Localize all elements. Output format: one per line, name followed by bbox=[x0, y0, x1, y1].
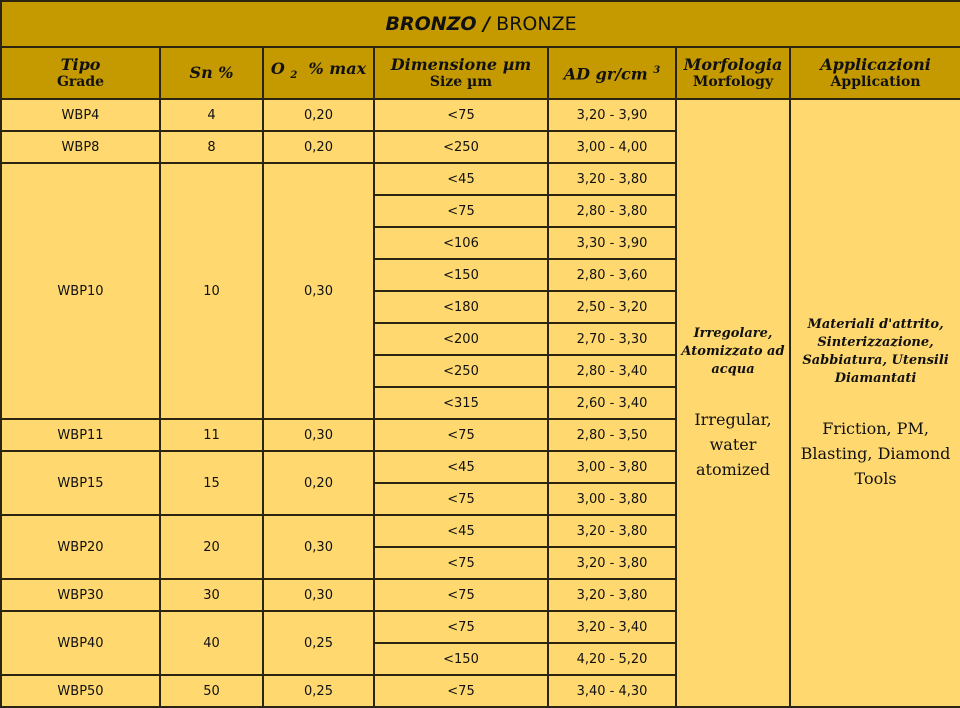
ad-cell: 3,20 - 3,80 bbox=[548, 579, 676, 611]
ad-cell: 2,50 - 3,20 bbox=[548, 291, 676, 323]
ad-cell: 3,20 - 3,80 bbox=[548, 163, 676, 195]
size-cell: <45 bbox=[374, 515, 548, 547]
grade-cell: WBP20 bbox=[1, 515, 160, 579]
size-cell: <315 bbox=[374, 387, 548, 419]
header-morphology-en: Morfology bbox=[692, 73, 774, 90]
header-o2-rest: % max bbox=[308, 59, 367, 79]
sn-cell: 40 bbox=[160, 611, 263, 675]
application-cell bbox=[790, 99, 960, 707]
header-grade-it: Tipo bbox=[60, 54, 101, 74]
ad-cell: 4,20 - 5,20 bbox=[548, 643, 676, 675]
application-it: Materiali d'attrito, Sinterizzazione, Sabbiatura, Utensili Diamantati bbox=[802, 316, 949, 386]
size-cell: <75 bbox=[374, 579, 548, 611]
ad-cell: 3,20 - 3,40 bbox=[548, 611, 676, 643]
morphology-it: Irregolare, Atomizzato ad acqua bbox=[681, 325, 785, 377]
size-cell: <150 bbox=[374, 643, 548, 675]
o2-cell: 0,25 bbox=[263, 675, 374, 707]
sn-cell: 8 bbox=[160, 131, 263, 163]
ad-cell: 3,00 - 3,80 bbox=[548, 483, 676, 515]
grade-cell: WBP4 bbox=[1, 99, 160, 131]
spacer bbox=[677, 379, 789, 407]
size-cell: <75 bbox=[374, 611, 548, 643]
header-ad-sup: 3 bbox=[653, 65, 661, 77]
size-cell: <200 bbox=[374, 323, 548, 355]
size-cell: <45 bbox=[374, 451, 548, 483]
grade-cell: WBP11 bbox=[1, 419, 160, 451]
sn-cell: 11 bbox=[160, 419, 263, 451]
ad-cell: 3,00 - 4,00 bbox=[548, 131, 676, 163]
grade-cell: WBP50 bbox=[1, 675, 160, 707]
ad-cell: 2,70 - 3,30 bbox=[548, 323, 676, 355]
header-grade-en: Grade bbox=[56, 73, 105, 90]
header-size-it: Dimensione µm bbox=[390, 54, 532, 74]
application-en: Friction, PM, Blasting, Diamond Tools bbox=[800, 418, 951, 488]
header-morphology bbox=[676, 47, 790, 99]
size-cell: <75 bbox=[374, 547, 548, 579]
ad-cell: 3,30 - 3,90 bbox=[548, 227, 676, 259]
grade-cell: WBP15 bbox=[1, 451, 160, 515]
header-o2-label bbox=[264, 60, 373, 85]
sn-cell: 30 bbox=[160, 579, 263, 611]
header-o2-o: O bbox=[270, 59, 285, 79]
size-cell: <150 bbox=[374, 259, 548, 291]
sn-cell: 10 bbox=[160, 163, 263, 419]
ad-cell: 3,20 - 3,90 bbox=[548, 99, 676, 131]
header-application bbox=[790, 47, 960, 99]
morphology-en: Irregular, water atomized bbox=[694, 409, 772, 479]
header-application-en: Application bbox=[830, 73, 921, 90]
title-english: BRONZE bbox=[496, 13, 577, 35]
header-ad-text: AD gr/cm bbox=[563, 64, 648, 84]
header-ad-label bbox=[549, 62, 675, 83]
table-title bbox=[1, 1, 960, 47]
header-o2 bbox=[263, 47, 374, 99]
ad-cell: 3,00 - 3,80 bbox=[548, 451, 676, 483]
o2-cell: 0,30 bbox=[263, 163, 374, 419]
size-cell: <180 bbox=[374, 291, 548, 323]
o2-cell: 0,20 bbox=[263, 99, 374, 131]
size-cell: <45 bbox=[374, 163, 548, 195]
o2-cell: 0,20 bbox=[263, 451, 374, 515]
header-sn-label: Sn % bbox=[189, 63, 234, 82]
o2-cell: 0,20 bbox=[263, 131, 374, 163]
sn-cell: 20 bbox=[160, 515, 263, 579]
size-cell: <75 bbox=[374, 419, 548, 451]
header-size bbox=[374, 47, 548, 99]
header-sn bbox=[160, 47, 263, 99]
ad-cell: 2,60 - 3,40 bbox=[548, 387, 676, 419]
ad-cell: 2,80 - 3,60 bbox=[548, 259, 676, 291]
spacer bbox=[791, 388, 960, 416]
size-cell: <106 bbox=[374, 227, 548, 259]
size-cell: <75 bbox=[374, 483, 548, 515]
sn-cell: 50 bbox=[160, 675, 263, 707]
table-row bbox=[1, 99, 960, 131]
o2-cell: 0,30 bbox=[263, 579, 374, 611]
size-cell: <75 bbox=[374, 675, 548, 707]
size-cell: <250 bbox=[374, 355, 548, 387]
header-ad bbox=[548, 47, 676, 99]
ad-cell: 2,80 - 3,80 bbox=[548, 195, 676, 227]
sn-cell: 4 bbox=[160, 99, 263, 131]
grade-cell: WBP30 bbox=[1, 579, 160, 611]
header-morphology-it: Morfologia bbox=[683, 54, 783, 74]
header-size-en: Size µm bbox=[429, 73, 493, 90]
ad-cell: 2,80 - 3,40 bbox=[548, 355, 676, 387]
ad-cell: 3,20 - 3,80 bbox=[548, 547, 676, 579]
o2-cell: 0,25 bbox=[263, 611, 374, 675]
o2-cell: 0,30 bbox=[263, 419, 374, 451]
size-cell: <75 bbox=[374, 195, 548, 227]
size-cell: <75 bbox=[374, 99, 548, 131]
title-italian: BRONZO / bbox=[385, 13, 491, 35]
table-body bbox=[1, 99, 960, 707]
sn-cell: 15 bbox=[160, 451, 263, 515]
o2-cell: 0,30 bbox=[263, 515, 374, 579]
grade-cell: WBP10 bbox=[1, 163, 160, 419]
grade-cell: WBP8 bbox=[1, 131, 160, 163]
ad-cell: 2,80 - 3,50 bbox=[548, 419, 676, 451]
header-o2-sub: 2 bbox=[290, 70, 298, 82]
header-grade bbox=[1, 47, 160, 99]
header-application-it: Applicazioni bbox=[820, 54, 931, 74]
size-cell: <250 bbox=[374, 131, 548, 163]
morphology-cell bbox=[676, 99, 790, 707]
ad-cell: 3,20 - 3,80 bbox=[548, 515, 676, 547]
ad-cell: 3,40 - 4,30 bbox=[548, 675, 676, 707]
grade-cell: WBP40 bbox=[1, 611, 160, 675]
